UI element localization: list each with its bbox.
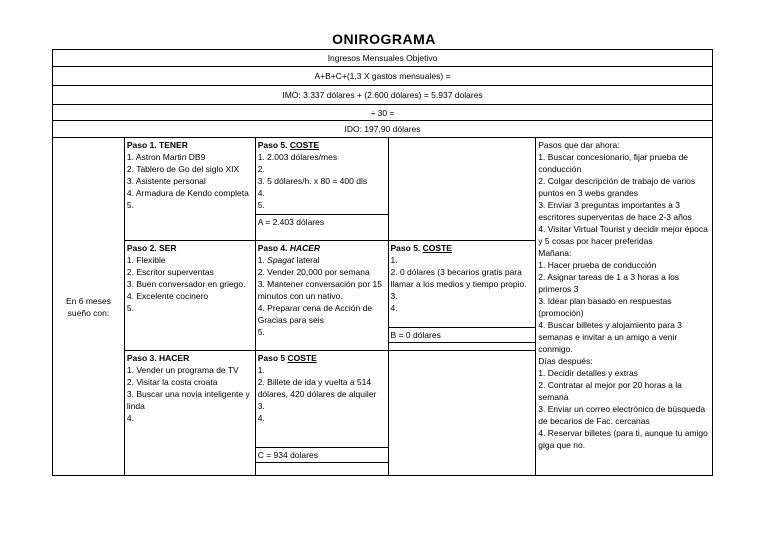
hacer4-cell bbox=[255, 241, 388, 351]
header-row-4: ÷ 30 = bbox=[53, 105, 713, 121]
coste2-item: 1. bbox=[390, 255, 398, 265]
hacer3-item: 4. bbox=[126, 413, 134, 423]
tener-item: 3. Asistente personal bbox=[126, 176, 206, 186]
coste3-item: 4. bbox=[257, 413, 265, 423]
hacer3-item: 3. Buscar una novia inteligente y linda bbox=[126, 389, 250, 411]
coste1-item: 3. 5 dólares/h. x 80 = 400 dls bbox=[257, 176, 368, 186]
tener-item: 1. Astron Martin DB9 bbox=[126, 152, 206, 162]
ser-heading: Paso 2. SER bbox=[126, 243, 177, 253]
hacer4-item: 5. bbox=[257, 327, 265, 337]
coste3-item: 2. Billete de ida y vuelta a 514 dólares, 420 dólares de alquiler bbox=[257, 377, 377, 399]
empty-cell-top bbox=[388, 138, 536, 241]
coste3-total: C = 934 dolares bbox=[256, 447, 388, 463]
ser-item: 2. Escritor superventas bbox=[126, 267, 214, 277]
tener-item: 5. bbox=[126, 200, 134, 210]
hacer4-heading: Paso 4. HACER bbox=[257, 243, 321, 253]
hacer4-item: 4. Preparar cena de Acción de Gracias para seis bbox=[257, 303, 373, 325]
coste2-item: 3. bbox=[390, 291, 398, 301]
coste2-total: B = 0 dólares bbox=[389, 327, 536, 343]
ser-cell bbox=[124, 241, 255, 351]
pasos-line: 3. Enviar 3 preguntas importantes a 3 escritores superventas de hace 2-3 años bbox=[538, 200, 692, 222]
pasos-line: 4. Reservar billetes (para ti, aunque tu amigo giga que no. bbox=[538, 428, 708, 450]
ser-item: 4. Excelente cocinero bbox=[126, 291, 209, 301]
coste1-total: A = 2.403 dólares bbox=[256, 214, 388, 231]
coste1-item: 4. bbox=[257, 188, 265, 198]
header-row-3: IMO: 3.337 dólares + (2.600 dólares) = 5.937 dolares bbox=[53, 86, 713, 105]
coste2-item: 2. 0 dólares (3 becarios gratis para llamar a los medios y tiempo propio. bbox=[390, 267, 527, 289]
coste1-heading: Paso 5. COSTE bbox=[257, 140, 320, 150]
hacer3-heading: Paso 3. HACER bbox=[126, 353, 190, 363]
pasos-line: 1. Decidir detalles y extras bbox=[538, 368, 638, 378]
pasos-line: Pasos que dar ahora: bbox=[538, 140, 620, 150]
left-label-cell bbox=[53, 138, 125, 476]
tener-heading: Paso 1. TENER bbox=[126, 140, 188, 150]
hacer4-item: 1. Spagat lateral bbox=[257, 255, 320, 265]
pasos-line: 2. Colgar descripción de trabajo de varios puntos en 3 webs grandes bbox=[538, 176, 696, 198]
coste1-item: 5. bbox=[257, 200, 265, 210]
tener-item: 4. Armadura de Kendo completa bbox=[126, 188, 249, 198]
ser-item: 3. Buen conversador en griego. bbox=[126, 279, 246, 289]
coste3-item: 1. bbox=[257, 365, 265, 375]
coste2-heading: Paso 5. COSTE bbox=[390, 243, 452, 253]
hacer3-item: 1. Vender un programa de TV bbox=[126, 365, 239, 375]
header-row-2: A+B+C+(1,3 X gastos mensuales) = bbox=[53, 67, 713, 86]
coste3-item: 3. bbox=[257, 401, 265, 411]
pasos-line: Días después: bbox=[538, 356, 593, 366]
pasos-line: 3. Idear plan basado en respuestas (promoción) bbox=[538, 296, 672, 318]
hacer4-item: 2. Vender 20,000 por semana bbox=[257, 267, 370, 277]
coste2-item: 4. bbox=[390, 303, 398, 313]
left-label: En 6 meses sueño con: bbox=[66, 295, 111, 318]
ser-item: 5. bbox=[126, 303, 134, 313]
pasos-cell bbox=[536, 138, 713, 476]
pasos-line: Mañana: bbox=[538, 248, 572, 258]
empty-cell-bottom bbox=[388, 351, 536, 476]
coste3-heading: Paso 5 COSTE bbox=[257, 353, 317, 363]
pasos-line: 2. Asignar tareas de 1 a 3 horas a los primeros 3 bbox=[538, 272, 680, 294]
pasos-line: 2. Contratar al mejor por 20 horas a la semana bbox=[538, 380, 682, 402]
header-row-1: Ingresos Mensuales Objetivo bbox=[53, 50, 713, 67]
pasos-line: 4. Visitar Virtual Tourist y decidir mejor época y 5 cosas por hacer preferidas bbox=[538, 224, 708, 246]
pasos-line: 4. Buscar billetes y alojamiento para 3 semanas e invitar a un amigo a venir conmigo. bbox=[538, 320, 682, 354]
pasos-line: 3. Enviar un correo electrónico de búsqueda de becarios de Fac. cercanas bbox=[538, 404, 706, 426]
coste1-cell bbox=[255, 138, 388, 241]
tener-item: 2. Tablero de Go del siglo XIX bbox=[126, 164, 240, 174]
tener-cell bbox=[124, 138, 255, 241]
hacer4-item: 3. Mantener conversación por 15 minutos con un nativo. bbox=[257, 279, 382, 301]
hacer3-item: 2. Visitar la costa croata bbox=[126, 377, 218, 387]
hacer3-cell bbox=[124, 351, 255, 476]
page-title: ONIROGRAMA bbox=[332, 31, 436, 47]
coste3-cell bbox=[255, 351, 388, 476]
coste2-cell bbox=[388, 241, 536, 351]
coste1-item: 2. bbox=[257, 164, 265, 174]
onirograma-table bbox=[52, 49, 713, 476]
pasos-line: 1. Hacer prueba de conducción bbox=[538, 260, 657, 270]
pasos-line: 1. Buscar concesionario, fijar prueba de conducción bbox=[538, 152, 689, 174]
coste1-item: 1. 2.003 dólares/mes bbox=[257, 152, 338, 162]
ser-item: 1. Flexible bbox=[126, 255, 166, 265]
header-row-5: IDO: 197,90 dólares bbox=[53, 121, 713, 138]
